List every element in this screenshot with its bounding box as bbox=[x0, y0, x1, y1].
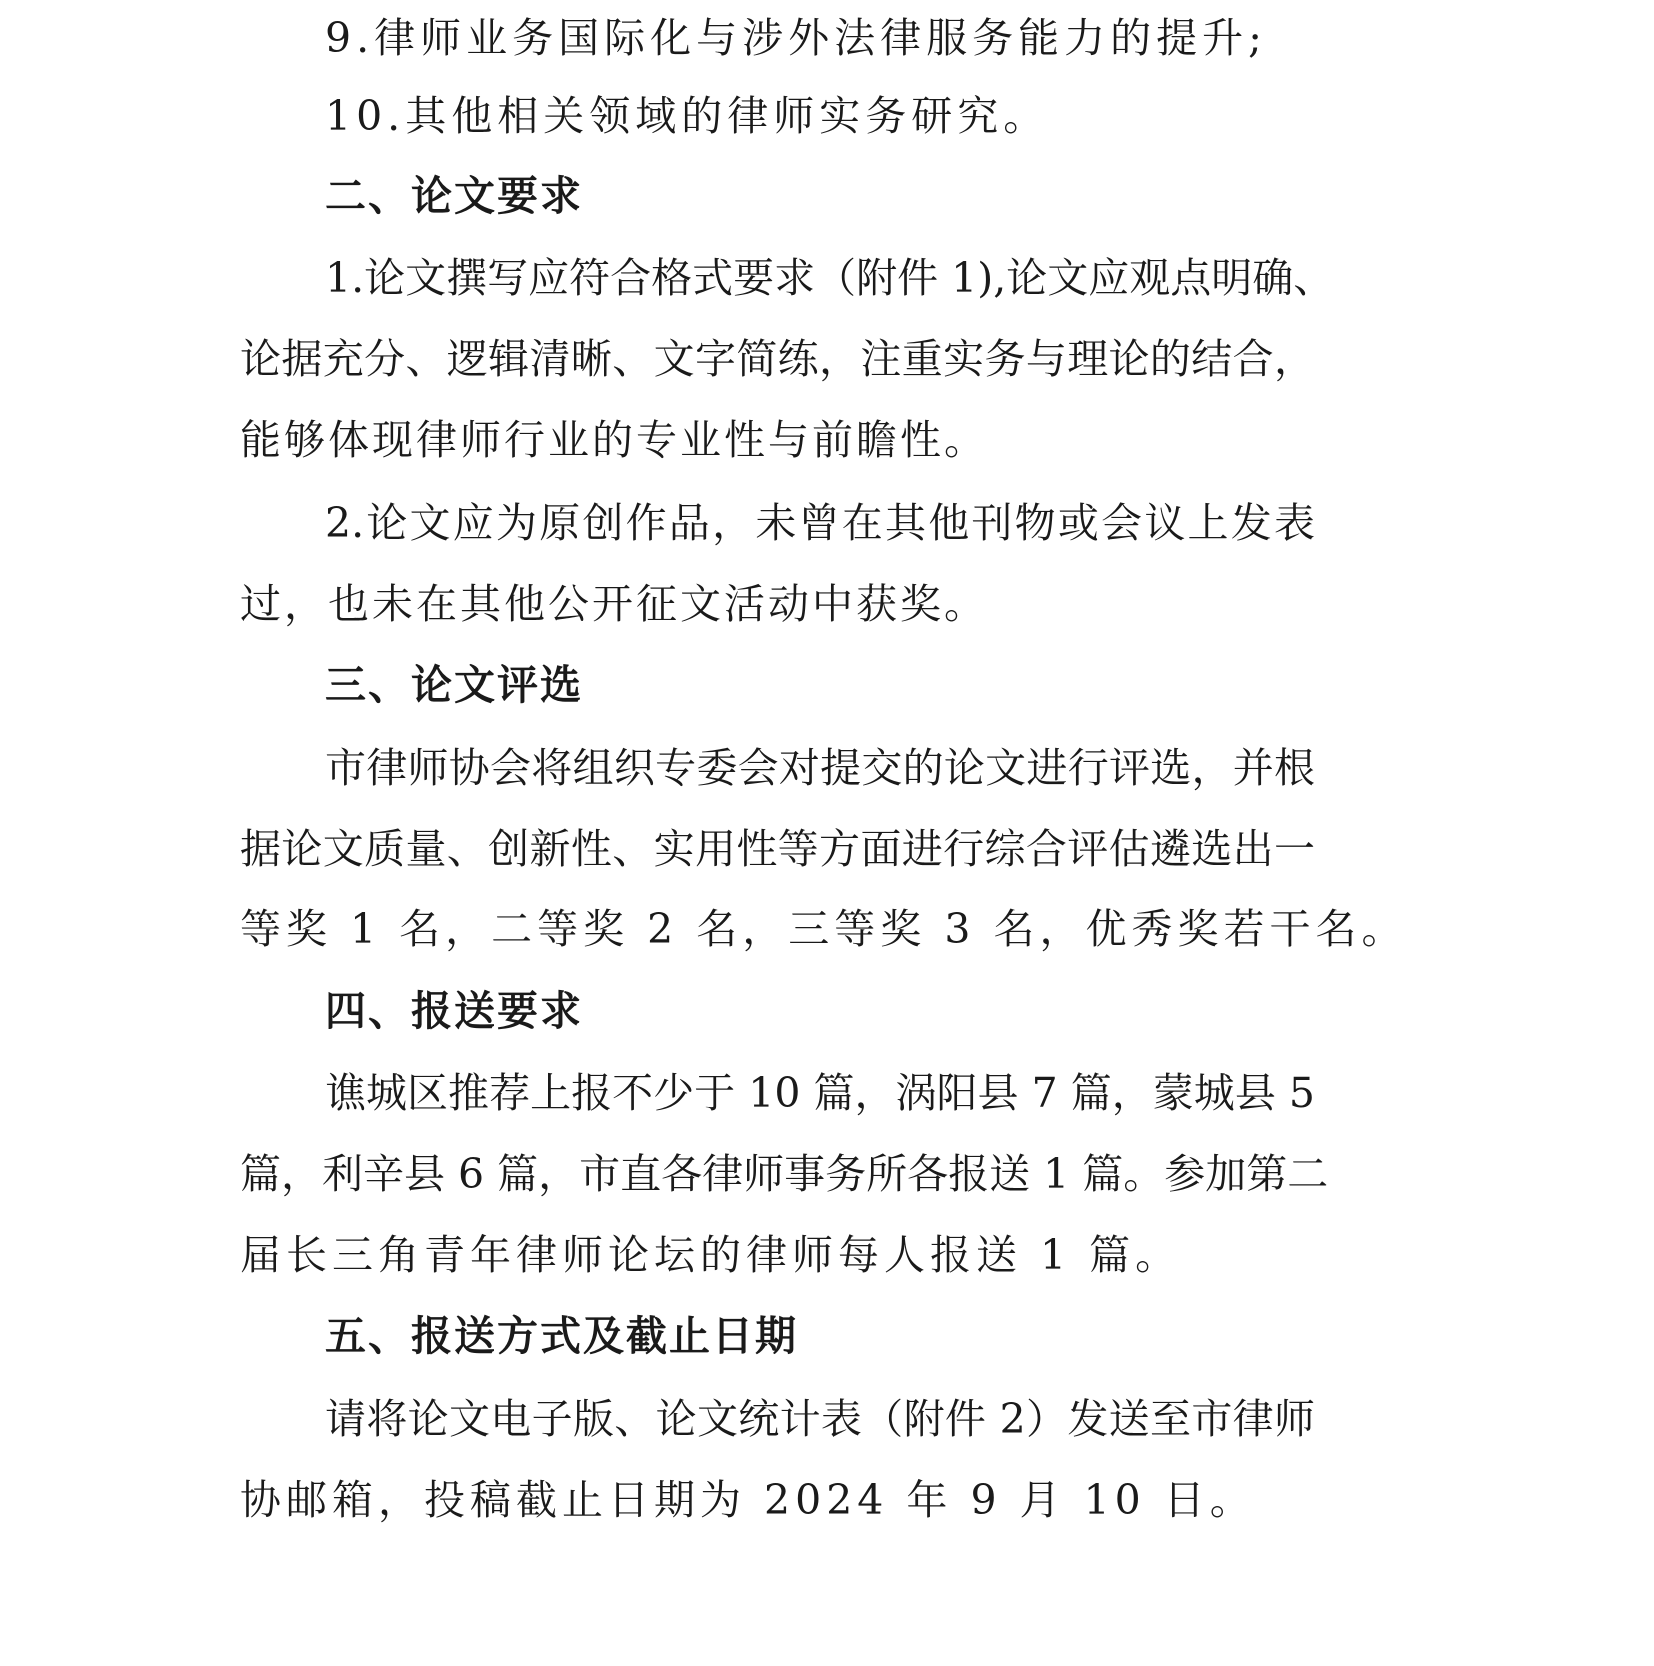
paragraph-line: 届长三角青年律师论坛的律师每人报送 1 篇。 bbox=[240, 1231, 1182, 1279]
paragraph-line: 市律师协会将组织专委会对提交的论文进行评选，并根 bbox=[325, 744, 1315, 792]
section-heading-paper-evaluation: 三、论文评选 bbox=[325, 661, 583, 709]
paragraph-line: 等奖 1 名，二等奖 2 名，三等奖 3 名，优秀奖若干名。 bbox=[240, 905, 1408, 953]
paragraph-line: 1.论文撰写应符合格式要求（附件 1),论文应观点明确、 bbox=[325, 254, 1335, 302]
section-heading-submission-method-deadline: 五、报送方式及截止日期 bbox=[325, 1312, 798, 1360]
paragraph-line: 据论文质量、创新性、实用性等方面进行综合评估遴选出一 bbox=[240, 825, 1315, 873]
section-heading-submission-requirements: 四、报送要求 bbox=[325, 987, 583, 1035]
list-item-10: 10.其他相关领域的律师实务研究。 bbox=[325, 92, 1050, 140]
paragraph-line: 2.论文应为原创作品，未曾在其他刊物或会议上发表 bbox=[325, 499, 1315, 547]
paragraph-line: 谯城区推荐上报不少于 10 篇，涡阳县 7 篇，蒙城县 5 bbox=[325, 1069, 1315, 1117]
paragraph-line: 篇，利辛县 6 篇，市直各律师事务所各报送 1 篇。参加第二 bbox=[240, 1150, 1329, 1198]
paragraph-line: 请将论文电子版、论文统计表（附件 2）发送至市律师 bbox=[325, 1395, 1315, 1443]
section-heading-paper-requirements: 二、论文要求 bbox=[325, 172, 583, 220]
paragraph-line: 过，也未在其他公开征文活动中获奖。 bbox=[240, 580, 988, 628]
paragraph-line: 论据充分、逻辑清晰、文字简练，注重实务与理论的结合， bbox=[240, 335, 1315, 383]
paragraph-line: 能够体现律师行业的专业性与前瞻性。 bbox=[240, 416, 988, 464]
list-item-9: 9.律师业务国际化与涉外法律服务能力的提升; bbox=[325, 14, 1267, 62]
paragraph-line: 协邮箱，投稿截止日期为 2024 年 9 月 10 日。 bbox=[240, 1476, 1256, 1524]
